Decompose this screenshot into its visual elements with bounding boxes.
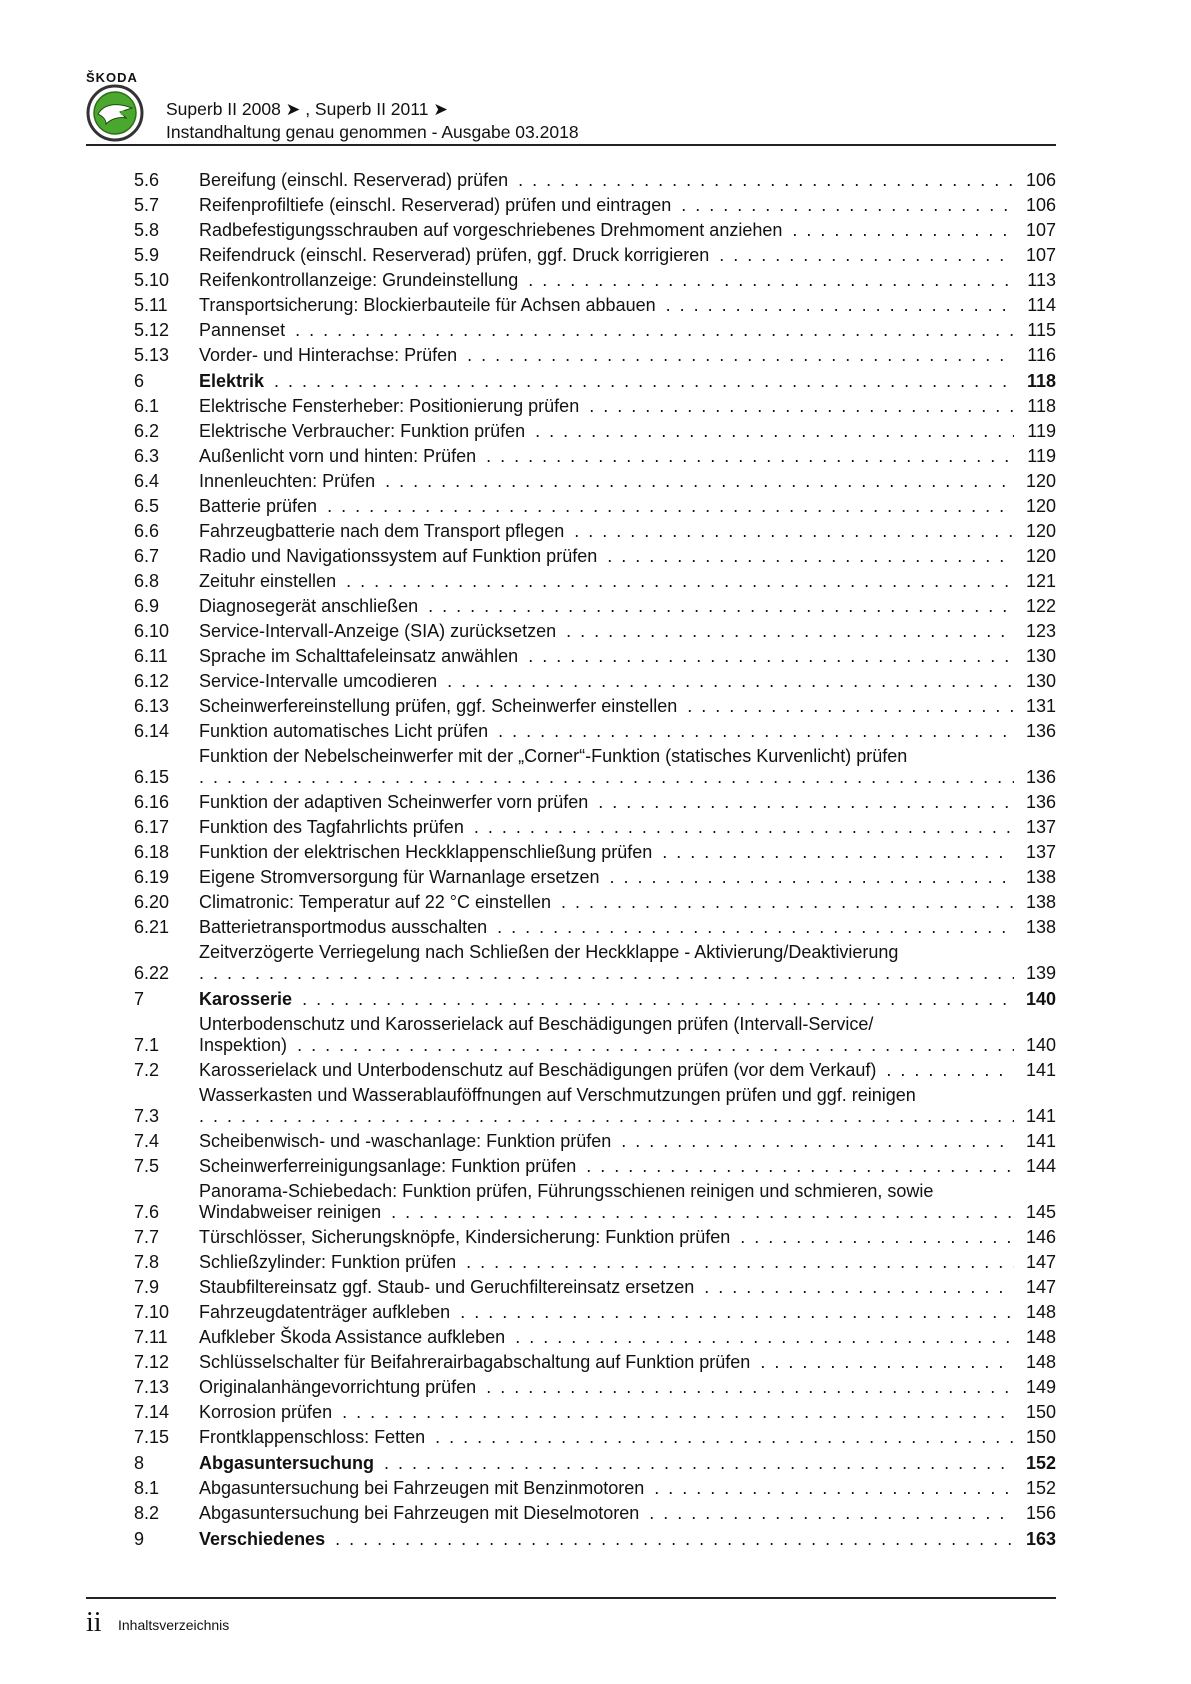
toc-title: Scheinwerferreinigungsanlage: Funktion prüfen bbox=[199, 1156, 577, 1176]
toc-number: 7.9 bbox=[134, 1277, 160, 1297]
brand-wordmark: ŠKODA bbox=[86, 70, 138, 85]
toc-page-number: 144 bbox=[1025, 1156, 1056, 1176]
toc-chapter[interactable] bbox=[134, 989, 1056, 1010]
toc-number: 5.13 bbox=[134, 345, 170, 365]
dot-leader bbox=[719, 245, 1014, 266]
toc-title: Türschlösser, Sicherungsknöpfe, Kindersicherung: Funktion prüfen bbox=[199, 1227, 731, 1247]
toc-title: Elektrische Fensterheber: Positionierung prüfen bbox=[199, 396, 580, 416]
toc-number: 7.5 bbox=[134, 1156, 160, 1176]
toc-entry[interactable] bbox=[134, 1302, 1056, 1323]
toc-title: Panorama-Schiebedach: Funktion prüfen, Führungsschienen reinigen und schmieren, sowie bbox=[199, 1181, 934, 1201]
toc-title: Reifenprofiltiefe (einschl. Reserverad) prüfen und eintragen bbox=[199, 195, 672, 215]
toc-entry[interactable] bbox=[134, 1085, 1056, 1127]
toc-page-number: 141 bbox=[1025, 1060, 1056, 1080]
toc-page-number: 119 bbox=[1027, 421, 1056, 441]
dot-leader bbox=[681, 195, 1014, 216]
toc-page-number: 140 bbox=[1025, 989, 1056, 1009]
toc-number: 8 bbox=[134, 1453, 145, 1473]
toc-page-number: 118 bbox=[1026, 371, 1056, 391]
toc-entry[interactable] bbox=[134, 1060, 1056, 1081]
toc-number: 6.22 bbox=[134, 963, 170, 983]
dot-leader bbox=[391, 1202, 1014, 1223]
toc-title: Transportsicherung: Blockierbauteile für Achsen abbauen bbox=[199, 295, 656, 315]
dot-leader bbox=[518, 170, 1014, 191]
toc-title: Pannenset bbox=[199, 320, 286, 340]
toc-title: Vorder- und Hinterachse: Prüfen bbox=[199, 345, 458, 365]
dot-leader bbox=[474, 817, 1014, 838]
toc-number: 9 bbox=[134, 1529, 145, 1549]
toc-entry[interactable] bbox=[134, 842, 1056, 863]
dot-leader bbox=[384, 1453, 1014, 1474]
toc-page-number: 106 bbox=[1025, 170, 1056, 190]
dot-leader bbox=[598, 792, 1014, 813]
toc-number: 5.10 bbox=[134, 270, 170, 290]
toc-title: Originalanhängevorrichtung prüfen bbox=[199, 1377, 477, 1397]
toc-entry[interactable] bbox=[134, 471, 1056, 492]
toc-entry[interactable] bbox=[134, 596, 1056, 617]
toc-entry[interactable] bbox=[134, 867, 1056, 888]
dot-leader bbox=[649, 1503, 1014, 1524]
toc-number: 8.1 bbox=[134, 1478, 160, 1498]
toc-title: Funktion der elektrischen Heckklappenschließung prüfen bbox=[199, 842, 653, 862]
toc-number: 6.5 bbox=[134, 496, 160, 516]
toc-title: Climatronic: Temperatur auf 22 °C einstellen bbox=[199, 892, 552, 912]
toc-page-number: 149 bbox=[1025, 1377, 1056, 1397]
toc-number: 7.7 bbox=[134, 1227, 160, 1247]
toc-entry[interactable] bbox=[134, 1352, 1056, 1373]
toc-page-number: 113 bbox=[1027, 270, 1056, 290]
toc-number: 6.13 bbox=[134, 696, 170, 716]
toc-entry[interactable] bbox=[134, 817, 1056, 838]
toc-title: Service-Intervall-Anzeige (SIA) zurücksetzen bbox=[199, 621, 557, 641]
dot-leader bbox=[346, 571, 1014, 592]
toc-entry[interactable] bbox=[134, 1227, 1056, 1248]
toc-number: 7.13 bbox=[134, 1377, 170, 1397]
dot-leader bbox=[561, 892, 1014, 913]
dot-leader bbox=[335, 1529, 1014, 1550]
toc-page-number: 163 bbox=[1025, 1529, 1056, 1549]
toc-title: Fahrzeugbatterie nach dem Transport pflegen bbox=[199, 521, 565, 541]
toc-title: Karosserielack und Unterbodenschutz auf Beschädigungen prüfen (vor dem Verkauf) bbox=[199, 1060, 877, 1080]
toc-page-number: 116 bbox=[1027, 345, 1056, 365]
toc-number: 7.10 bbox=[134, 1302, 170, 1322]
toc-entry[interactable] bbox=[134, 1427, 1056, 1448]
dot-leader bbox=[199, 767, 1014, 788]
toc-number: 6.21 bbox=[134, 917, 170, 937]
toc-title: Elektrische Verbraucher: Funktion prüfen bbox=[199, 421, 526, 441]
toc-page-number: 131 bbox=[1025, 696, 1056, 716]
toc-title: Staubfiltereinsatz ggf. Staub- und Geruchfiltereinsatz ersetzen bbox=[199, 1277, 695, 1297]
toc-entry[interactable] bbox=[134, 245, 1056, 266]
toc-title: Elektrik bbox=[199, 371, 265, 391]
toc-entry[interactable] bbox=[134, 1181, 1056, 1223]
toc-entry[interactable] bbox=[134, 746, 1056, 788]
toc-entry[interactable] bbox=[134, 170, 1056, 191]
dot-leader bbox=[792, 220, 1014, 241]
toc-title: Korrosion prüfen bbox=[199, 1402, 333, 1422]
toc-entry[interactable] bbox=[134, 571, 1056, 592]
dot-leader bbox=[460, 1302, 1014, 1323]
footer-rule bbox=[86, 1597, 1056, 1599]
toc-number: 7.12 bbox=[134, 1352, 170, 1372]
toc-page-number: 150 bbox=[1025, 1402, 1056, 1422]
toc-title: Schließzylinder: Funktion prüfen bbox=[199, 1252, 457, 1272]
toc-number: 6.3 bbox=[134, 446, 160, 466]
toc-title: Karosserie bbox=[199, 989, 293, 1009]
toc-page-number: 138 bbox=[1025, 867, 1056, 887]
dot-leader bbox=[886, 1060, 1014, 1081]
dot-leader bbox=[621, 1131, 1014, 1152]
toc-page-number: 107 bbox=[1025, 220, 1056, 240]
toc-entry[interactable] bbox=[134, 396, 1056, 417]
toc-page-number: 106 bbox=[1025, 195, 1056, 215]
dot-leader bbox=[486, 1377, 1014, 1398]
dot-leader bbox=[566, 621, 1014, 642]
dot-leader bbox=[654, 1478, 1014, 1499]
toc-title: Verschiedenes bbox=[199, 1529, 326, 1549]
toc-entry[interactable] bbox=[134, 942, 1056, 984]
toc-entry[interactable] bbox=[134, 1252, 1056, 1273]
toc-number: 6.7 bbox=[134, 546, 160, 566]
toc-number: 6.2 bbox=[134, 421, 160, 441]
toc-page-number: 120 bbox=[1025, 546, 1056, 566]
dot-leader bbox=[607, 546, 1014, 567]
toc-number: 6.18 bbox=[134, 842, 170, 862]
toc-title: Batterietransportmodus ausschalten bbox=[199, 917, 488, 937]
toc-number: 5.6 bbox=[134, 170, 160, 190]
toc-title: Abgasuntersuchung bei Fahrzeugen mit Dieselmotoren bbox=[199, 1503, 640, 1523]
dot-leader bbox=[466, 1252, 1014, 1273]
toc-title: Radbefestigungsschrauben auf vorgeschriebenes Drehmoment anziehen bbox=[199, 220, 783, 240]
toc-title: Funktion der Nebelscheinwerfer mit der „Corner“-Funktion (statisches Kurvenlicht) prüfen bbox=[199, 746, 908, 766]
table-of-contents bbox=[134, 170, 1056, 1554]
document-title: Superb II 2008 ➤ , Superb II 2011 ➤ bbox=[166, 99, 448, 119]
toc-entry[interactable] bbox=[134, 646, 1056, 667]
toc-number: 6.6 bbox=[134, 521, 160, 541]
toc-page-number: 120 bbox=[1025, 496, 1056, 516]
toc-title: Eigene Stromversorgung für Warnanlage ersetzen bbox=[199, 867, 600, 887]
toc-number: 6.12 bbox=[134, 671, 170, 691]
toc-number: 7.11 bbox=[134, 1327, 168, 1347]
toc-number: 5.7 bbox=[134, 195, 160, 215]
dot-leader bbox=[740, 1227, 1014, 1248]
toc-title: Zeitverzögerte Verriegelung nach Schließen der Heckklappe - Aktivierung/Deaktivierung bbox=[199, 942, 899, 962]
toc-number: 5.12 bbox=[134, 320, 170, 340]
toc-title: Service-Intervalle umcodieren bbox=[199, 671, 438, 691]
dot-leader bbox=[385, 471, 1014, 492]
dot-leader bbox=[274, 371, 1014, 392]
toc-entry[interactable] bbox=[134, 1503, 1056, 1524]
toc-entry[interactable] bbox=[134, 621, 1056, 642]
toc-page-number: 148 bbox=[1025, 1302, 1056, 1322]
dot-leader bbox=[327, 496, 1014, 517]
toc-number: 6.8 bbox=[134, 571, 160, 591]
toc-title: Funktion der adaptiven Scheinwerfer vorn prüfen bbox=[199, 792, 589, 812]
toc-page-number: 141 bbox=[1025, 1131, 1056, 1151]
toc-title: Scheinwerfereinstellung prüfen, ggf. Scheinwerfer einstellen bbox=[199, 696, 678, 716]
toc-chapter[interactable] bbox=[134, 1453, 1056, 1474]
dot-leader bbox=[589, 396, 1014, 417]
dot-leader bbox=[666, 295, 1014, 316]
dot-leader bbox=[199, 1106, 1014, 1127]
toc-entry[interactable] bbox=[134, 1156, 1056, 1177]
toc-number: 7.4 bbox=[134, 1131, 160, 1151]
toc-page-number: 147 bbox=[1025, 1277, 1056, 1297]
dot-leader bbox=[199, 963, 1014, 984]
toc-entry[interactable] bbox=[134, 220, 1056, 241]
dot-leader bbox=[662, 842, 1014, 863]
toc-entry[interactable] bbox=[134, 1478, 1056, 1499]
toc-number: 7.14 bbox=[134, 1402, 170, 1422]
toc-title: Batterie prüfen bbox=[199, 496, 318, 516]
dot-leader bbox=[302, 989, 1014, 1010]
toc-number: 6.17 bbox=[134, 817, 170, 837]
toc-entry[interactable] bbox=[134, 1014, 1056, 1056]
toc-page-number: 136 bbox=[1025, 792, 1056, 812]
toc-title: Zeituhr einstellen bbox=[199, 571, 337, 591]
dot-leader bbox=[528, 646, 1014, 667]
toc-page-number: 156 bbox=[1025, 1503, 1056, 1523]
toc-page-number: 152 bbox=[1025, 1453, 1056, 1473]
toc-title: Funktion automatisches Licht prüfen bbox=[199, 721, 489, 741]
toc-entry[interactable] bbox=[134, 521, 1056, 542]
toc-entry[interactable] bbox=[134, 696, 1056, 717]
toc-title-continuation: Windabweiser reinigen bbox=[199, 1202, 382, 1222]
toc-page-number: 139 bbox=[1025, 963, 1056, 983]
toc-number: 6 bbox=[134, 371, 145, 391]
toc-page-number: 130 bbox=[1025, 646, 1056, 666]
toc-page-number: 115 bbox=[1027, 320, 1056, 340]
dot-leader bbox=[687, 696, 1014, 717]
dot-leader bbox=[586, 1156, 1014, 1177]
toc-page-number: 147 bbox=[1025, 1252, 1056, 1272]
dot-leader bbox=[435, 1427, 1014, 1448]
toc-page-number: 137 bbox=[1025, 842, 1056, 862]
dot-leader bbox=[515, 1327, 1014, 1348]
toc-page-number: 138 bbox=[1025, 892, 1056, 912]
toc-entry[interactable] bbox=[134, 270, 1056, 291]
toc-number: 5.9 bbox=[134, 245, 160, 265]
toc-title: Aufkleber Škoda Assistance aufkleben bbox=[199, 1327, 506, 1347]
toc-number: 6.4 bbox=[134, 471, 160, 491]
dot-leader bbox=[486, 446, 1014, 467]
dot-leader bbox=[342, 1402, 1014, 1423]
toc-entry[interactable] bbox=[134, 345, 1056, 366]
toc-entry[interactable] bbox=[134, 496, 1056, 517]
dot-leader bbox=[760, 1352, 1014, 1373]
toc-number: 6.14 bbox=[134, 721, 170, 741]
toc-page-number: 107 bbox=[1025, 245, 1056, 265]
toc-page-number: 136 bbox=[1025, 721, 1056, 741]
toc-title: Sprache im Schalttafeleinsatz anwählen bbox=[199, 646, 519, 666]
toc-page-number: 122 bbox=[1025, 596, 1056, 616]
toc-page-number: 114 bbox=[1027, 295, 1056, 315]
toc-title: Scheibenwisch- und -waschanlage: Funktion prüfen bbox=[199, 1131, 612, 1151]
toc-entry[interactable] bbox=[134, 1277, 1056, 1298]
toc-entry[interactable] bbox=[134, 320, 1056, 341]
header-rule bbox=[86, 144, 1056, 146]
dot-leader bbox=[297, 1035, 1014, 1056]
toc-entry[interactable] bbox=[134, 195, 1056, 216]
toc-entry[interactable] bbox=[134, 1327, 1056, 1348]
toc-page-number: 138 bbox=[1025, 917, 1056, 937]
toc-title: Funktion des Tagfahrlichts prüfen bbox=[199, 817, 464, 837]
dot-leader bbox=[467, 345, 1014, 366]
toc-chapter[interactable] bbox=[134, 371, 1056, 392]
toc-page-number: 146 bbox=[1025, 1227, 1056, 1247]
toc-title: Innenleuchten: Prüfen bbox=[199, 471, 376, 491]
toc-page-number: 148 bbox=[1025, 1352, 1056, 1372]
dot-leader bbox=[528, 270, 1014, 291]
toc-page-number: 148 bbox=[1025, 1327, 1056, 1347]
toc-title: Reifendruck (einschl. Reserverad) prüfen, ggf. Druck korrigieren bbox=[199, 245, 710, 265]
toc-number: 6.1 bbox=[134, 396, 160, 416]
toc-page-number: 141 bbox=[1025, 1106, 1056, 1126]
dot-leader bbox=[295, 320, 1014, 341]
toc-number: 6.16 bbox=[134, 792, 170, 812]
toc-page-number: 120 bbox=[1025, 521, 1056, 541]
toc-page-number: 130 bbox=[1025, 671, 1056, 691]
dot-leader bbox=[447, 671, 1014, 692]
toc-number: 7.8 bbox=[134, 1252, 160, 1272]
toc-number: 7.2 bbox=[134, 1060, 160, 1080]
toc-page-number: 123 bbox=[1025, 621, 1056, 641]
toc-entry[interactable] bbox=[134, 546, 1056, 567]
toc-number: 6.15 bbox=[134, 767, 170, 787]
toc-title: Außenlicht vorn und hinten: Prüfen bbox=[199, 446, 477, 466]
toc-entry[interactable] bbox=[134, 1402, 1056, 1423]
toc-number: 6.20 bbox=[134, 892, 170, 912]
toc-number: 7.6 bbox=[134, 1202, 160, 1222]
toc-page-number: 120 bbox=[1025, 471, 1056, 491]
toc-entry[interactable] bbox=[134, 1377, 1056, 1398]
dot-leader bbox=[610, 867, 1014, 888]
toc-number: 8.2 bbox=[134, 1503, 160, 1523]
toc-page-number: 150 bbox=[1025, 1427, 1056, 1447]
toc-number: 5.11 bbox=[134, 295, 168, 315]
toc-page-number: 136 bbox=[1025, 767, 1056, 787]
toc-number: 6.10 bbox=[134, 621, 170, 641]
toc-entry[interactable] bbox=[134, 421, 1056, 442]
toc-page-number: 119 bbox=[1027, 446, 1056, 466]
toc-page-number: 145 bbox=[1025, 1202, 1056, 1222]
toc-page-number: 121 bbox=[1025, 571, 1056, 591]
skoda-logo-icon bbox=[86, 84, 144, 142]
toc-number: 5.8 bbox=[134, 220, 160, 240]
toc-title: Unterbodenschutz und Karosserielack auf Beschädigungen prüfen (Intervall-Service/ bbox=[199, 1014, 874, 1034]
toc-title: Frontklappenschloss: Fetten bbox=[199, 1427, 426, 1447]
dot-leader bbox=[704, 1277, 1014, 1298]
toc-page-number: 140 bbox=[1025, 1035, 1056, 1055]
toc-title: Bereifung (einschl. Reserverad) prüfen bbox=[199, 170, 509, 190]
toc-entry[interactable] bbox=[134, 295, 1056, 316]
toc-entry[interactable] bbox=[134, 917, 1056, 938]
toc-entry[interactable] bbox=[134, 671, 1056, 692]
toc-number: 7 bbox=[134, 989, 145, 1009]
toc-entry[interactable] bbox=[134, 721, 1056, 742]
dot-leader bbox=[574, 521, 1014, 542]
footer-page-number: ii bbox=[86, 1607, 102, 1638]
toc-number: 7.1 bbox=[134, 1035, 160, 1055]
toc-title: Diagnosegerät anschließen bbox=[199, 596, 419, 616]
dot-leader bbox=[428, 596, 1014, 617]
toc-page-number: 152 bbox=[1025, 1478, 1056, 1498]
toc-entry[interactable] bbox=[134, 792, 1056, 813]
dot-leader bbox=[497, 917, 1014, 938]
document-subtitle: Instandhaltung genau genommen - Ausgabe 03.2018 bbox=[166, 122, 579, 142]
toc-number: 6.9 bbox=[134, 596, 160, 616]
footer-section-label: Inhaltsverzeichnis bbox=[118, 1617, 230, 1633]
toc-entry[interactable] bbox=[134, 1131, 1056, 1152]
toc-number: 7.15 bbox=[134, 1427, 170, 1447]
toc-number: 7.3 bbox=[134, 1106, 160, 1126]
toc-title-continuation: Inspektion) bbox=[199, 1035, 288, 1055]
toc-number: 6.19 bbox=[134, 867, 170, 887]
toc-entry[interactable] bbox=[134, 892, 1056, 913]
toc-number: 6.11 bbox=[134, 646, 168, 666]
toc-title: Schlüsselschalter für Beifahrerairbagabschaltung auf Funktion prüfen bbox=[199, 1352, 751, 1372]
toc-title: Abgasuntersuchung bei Fahrzeugen mit Benzinmotoren bbox=[199, 1478, 645, 1498]
toc-page-number: 118 bbox=[1027, 396, 1056, 416]
toc-title: Abgasuntersuchung bbox=[199, 1453, 375, 1473]
toc-page-number: 137 bbox=[1025, 817, 1056, 837]
toc-chapter[interactable] bbox=[134, 1529, 1056, 1550]
dot-leader bbox=[535, 421, 1014, 442]
toc-title: Radio und Navigationssystem auf Funktion prüfen bbox=[199, 546, 598, 566]
toc-title: Wasserkasten und Wasserablauföffnungen auf Verschmutzungen prüfen und ggf. reinigen bbox=[199, 1085, 916, 1105]
toc-entry[interactable] bbox=[134, 446, 1056, 467]
dot-leader bbox=[498, 721, 1014, 742]
toc-title: Reifenkontrollanzeige: Grundeinstellung bbox=[199, 270, 519, 290]
toc-title: Fahrzeugdatenträger aufkleben bbox=[199, 1302, 451, 1322]
